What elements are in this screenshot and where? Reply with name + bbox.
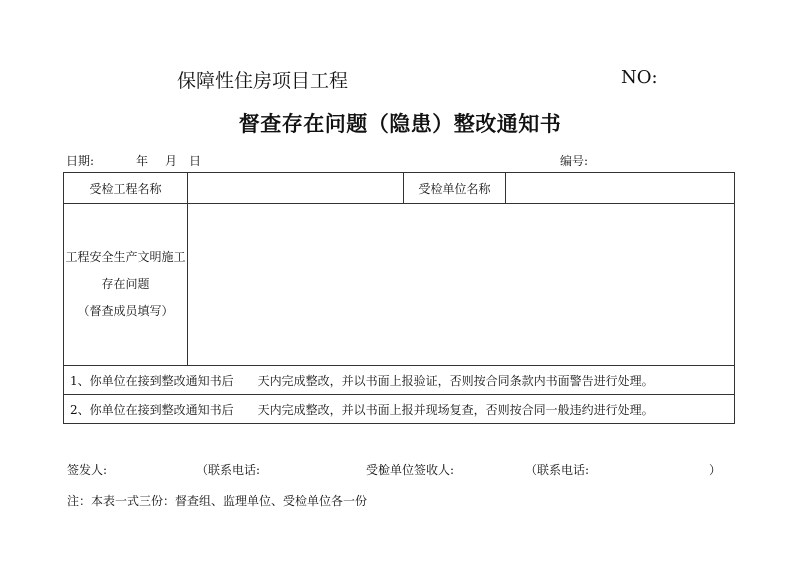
receiver-label: 受检单位签收人:: [366, 463, 455, 477]
page-title: 督查存在问题（隐患）整改通知书: [238, 112, 562, 136]
date-day-label: 日: [189, 154, 202, 168]
date-label: 日期:: [66, 154, 95, 168]
issue-content-field[interactable]: [188, 204, 734, 365]
issue-label: [64, 204, 187, 365]
footer-note: 注：本表一式三份：督查组、监理单位、受检单位各一份: [67, 494, 368, 508]
issuer-label: 签发人:: [67, 463, 108, 477]
code-label: 编号:: [560, 154, 589, 168]
issue-label-line3: （督查成员填写）: [77, 304, 174, 318]
issue-label-line1: 工程安全生产文明施工: [65, 250, 186, 264]
unit-name-label: 受检单位名称: [418, 181, 491, 196]
project-name-label: 受检工程名称: [89, 181, 162, 196]
clause-2: 2、你单位在接到整改通知书后 天内完成整改，并以书面上报并现场复查，否则按合同一般违约进行处理。: [70, 402, 654, 417]
clause-1: 1、你单位在接到整改通知书后 天内完成整改，并以书面上报验证，否则按合同条款内书面警告进行处理。: [70, 373, 654, 388]
date-month-label: 月: [165, 154, 178, 168]
inspection-form-table: [63, 172, 735, 424]
date-year-label: 年: [136, 154, 149, 168]
issue-label-line2: 存在问题: [101, 277, 150, 291]
receiver-phone: （联系电话: ）: [525, 463, 722, 477]
project-title: 保障性住房项目工程: [177, 70, 349, 92]
issuer-phone: （联系电话: ）: [196, 463, 393, 477]
project-name-field[interactable]: [188, 173, 403, 203]
unit-name-field[interactable]: [506, 173, 734, 203]
number-label: NO:: [621, 67, 658, 88]
